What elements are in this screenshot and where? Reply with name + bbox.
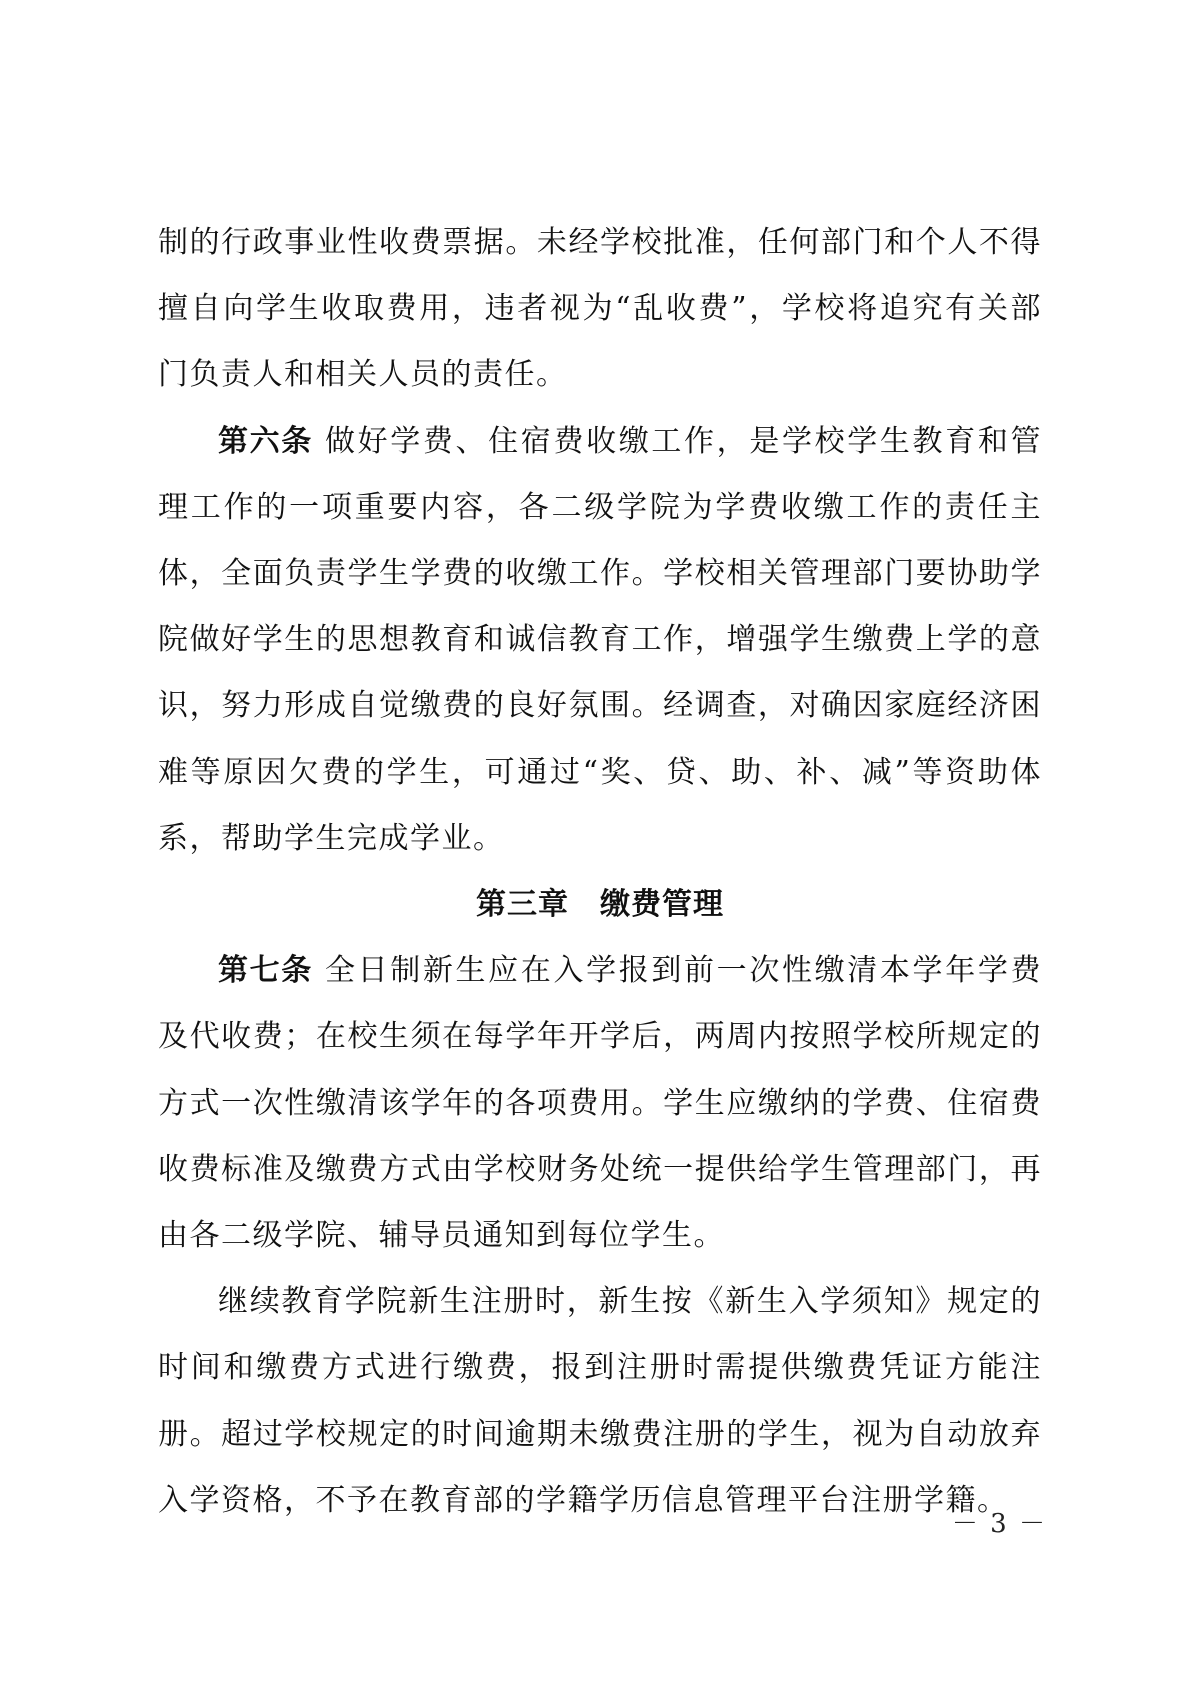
paragraph-text: 制的行政事业性收费票据。未经学校批准，任何部门和个人不得擅自向学生收取费用，违者视为“乱收费”，学校将追究有关部门负责人和相关人员的责任。 <box>158 225 1042 393</box>
article-7-heading: 第七条 <box>218 953 313 989</box>
continuing-education-text: 继续教育学院新生注册时，新生按《新生入学须知》规定的时间和缴费方式进行缴费，报到注册时需提供缴费凭证方能注册。超过学校规定的时间逾期未缴费注册的学生，视为自动放弃入学资格，不予在教育部的学籍学历信息管理平台注册学籍。 <box>158 1284 1042 1518</box>
page-number: － 3 － <box>951 1509 1047 1539</box>
article-6-heading: 第六条 <box>218 423 313 459</box>
document-body <box>158 210 1042 1534</box>
paragraph-continued <box>158 210 1042 409</box>
article-7-paragraph <box>158 938 1042 1269</box>
article-7-text: 全日制新生应在入学报到前一次性缴清本学年学费及代收费；在校生须在每学年开学后，两周内按照学校所规定的方式一次性缴清该学年的各项费用。学生应缴纳的学费、住宿费收费标准及缴费方式由学校财务处统一提供给学生管理部门，再由各二级学院、辅导员通知到每位学生。 <box>158 953 1042 1254</box>
chapter-heading: 第三章 缴费管理 <box>476 887 724 923</box>
article-6-text: 做好学费、住宿费收缴工作，是学校学生教育和管理工作的一项重要内容，各二级学院为学费收缴工作的责任主体，全面负责学生学费的收缴工作。学校相关管理部门要协助学院做好学生的思想教育和诚信教育工作，增强学生缴费上学的意识，努力形成自觉缴费的良好氛围。经调查，对确因家庭经济困难等原因欠费的学生，可通过“奖、贷、助、补、减”等资助体系，帮助学生完成学业。 <box>158 423 1042 856</box>
article-6-paragraph <box>158 409 1042 872</box>
continuing-education-paragraph <box>158 1269 1042 1534</box>
